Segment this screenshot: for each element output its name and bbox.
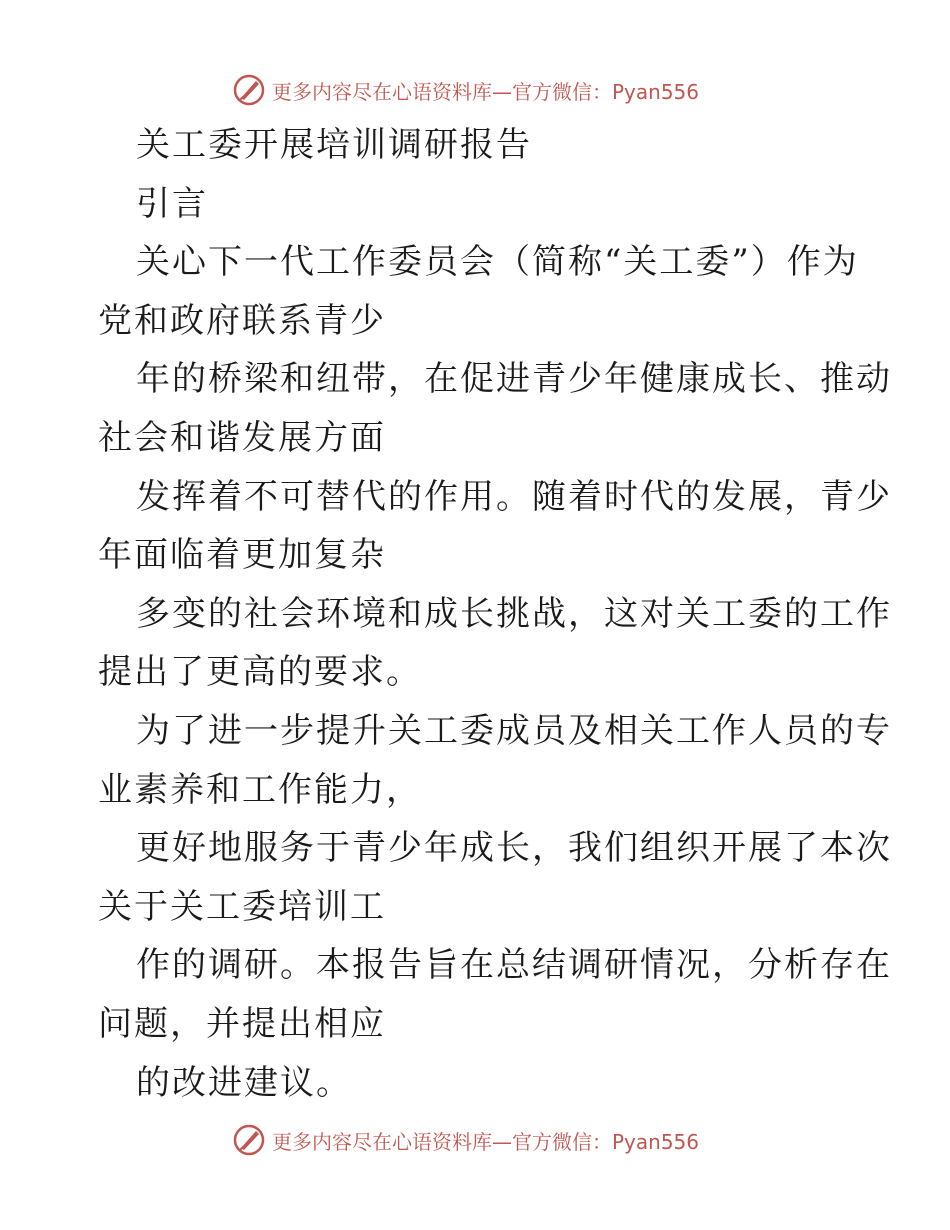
text-line: 作的调研。本报告旨在总结调研情况，分析存在 bbox=[136, 945, 892, 986]
text-line: 党和政府联系青少 bbox=[98, 300, 386, 341]
quill-logo-icon bbox=[232, 1123, 266, 1157]
text-line: 关心下一代工作委员会（简称“关工委”）作为 bbox=[136, 242, 859, 283]
text-line: 的改进建议。 bbox=[136, 1062, 352, 1103]
watermark-header bbox=[232, 73, 699, 107]
text-line: 年的桥梁和纽带，在促进青少年健康成长、推动 bbox=[136, 359, 892, 400]
watermark-text: 更多内容尽在心语资料库—官方微信：Pyan556 bbox=[272, 79, 700, 104]
text-line: 关于关工委培训工 bbox=[98, 886, 386, 927]
document-body bbox=[98, 116, 892, 1112]
text-line: 引言 bbox=[136, 183, 208, 224]
text-line: 问题，并提出相应 bbox=[98, 1003, 386, 1044]
watermark-footer bbox=[232, 1123, 699, 1157]
document-title: 关工委开展培训调研报告 bbox=[136, 125, 532, 165]
text-line: 社会和谐发展方面 bbox=[98, 417, 386, 458]
watermark-text: 更多内容尽在心语资料库—官方微信：Pyan556 bbox=[272, 1129, 700, 1154]
text-line: 年面临着更加复杂 bbox=[98, 535, 386, 576]
text-line: 更好地服务于青少年成长，我们组织开展了本次 bbox=[136, 828, 892, 869]
text-line: 业素养和工作能力， bbox=[98, 769, 422, 810]
text-line: 提出了更高的要求。 bbox=[98, 652, 422, 693]
text-line: 多变的社会环境和成长挑战，这对关工委的工作 bbox=[136, 593, 892, 634]
quill-logo-icon bbox=[232, 73, 266, 107]
text-line: 为了进一步提升关工委成员及相关工作人员的专 bbox=[136, 710, 892, 751]
text-line: 发挥着不可替代的作用。随着时代的发展，青少 bbox=[136, 476, 892, 517]
